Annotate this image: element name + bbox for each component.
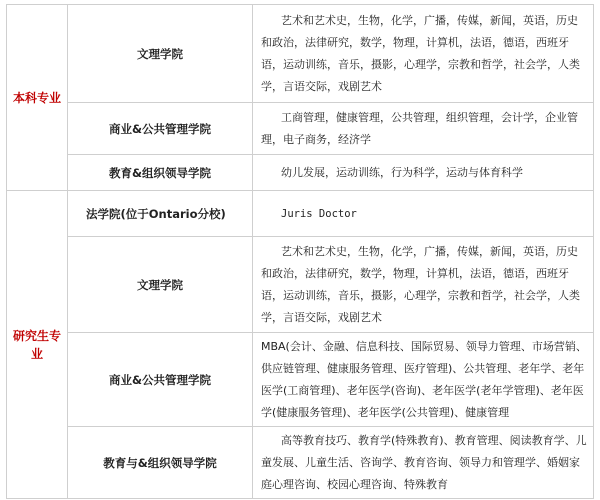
majors-list: 艺术和艺术史，生物，化学，广播，传媒，新闻，英语，历史和政治，法律研究，数学，物理，计算机，法语，德语，西班牙语，运动训练，音乐，摄影，心理学，宗教和哲学，社会学，人类学，言语交际，戏剧艺术 xyxy=(253,5,594,103)
majors-table xyxy=(6,4,594,499)
school-name: 文理学院 xyxy=(68,5,253,103)
table-row xyxy=(7,191,594,237)
category-graduate: 研究生专业 xyxy=(7,191,68,499)
majors-list: 幼儿发展，运动训练，行为科学，运动与体育科学 xyxy=(253,155,594,191)
table-row xyxy=(7,333,594,427)
school-name: 商业&公共管理学院 xyxy=(68,103,253,155)
school-name: 教育与&组织领导学院 xyxy=(68,427,253,499)
category-undergraduate: 本科专业 xyxy=(7,5,68,191)
table-row xyxy=(7,237,594,333)
majors-list: 工商管理，健康管理，公共管理，组织管理，会计学，企业管理，电子商务，经济学 xyxy=(253,103,594,155)
majors-list: 艺术和艺术史，生物，化学，广播，传媒，新闻，英语，历史和政治，法律研究，数学，物理，计算机，法语，德语，西班牙语，运动训练，音乐，摄影，心理学，宗教和哲学，社会学，人类学，言语交际，戏剧艺术 xyxy=(253,237,594,333)
majors-list: 高等教育技巧、教育学(特殊教育)、教育管理、阅读教育学、儿童发展、儿童生活、咨询学、教育咨询、领导力和管理学、婚姻家庭心理咨询、校园心理咨询、特殊教育 xyxy=(253,427,594,499)
table-row xyxy=(7,103,594,155)
school-name: 法学院(位于Ontario分校) xyxy=(68,191,253,237)
school-name: 文理学院 xyxy=(68,237,253,333)
majors-list: Juris Doctor xyxy=(253,191,594,237)
table-row xyxy=(7,155,594,191)
school-name: 商业&公共管理学院 xyxy=(68,333,253,427)
school-name: 教育&组织领导学院 xyxy=(68,155,253,191)
table-row xyxy=(7,427,594,499)
table-row xyxy=(7,5,594,103)
majors-list: MBA(会计、金融、信息科技、国际贸易、领导力管理、市场营销、供应链管理、健康服务管理、医疗管理)、公共管理、老年学、老年医学(工商管理)、老年医学(咨询)、老年医学(老年学管理)、老年医学(健康服务管理)、老年医学(公共管理)、健康管理 xyxy=(253,333,594,427)
